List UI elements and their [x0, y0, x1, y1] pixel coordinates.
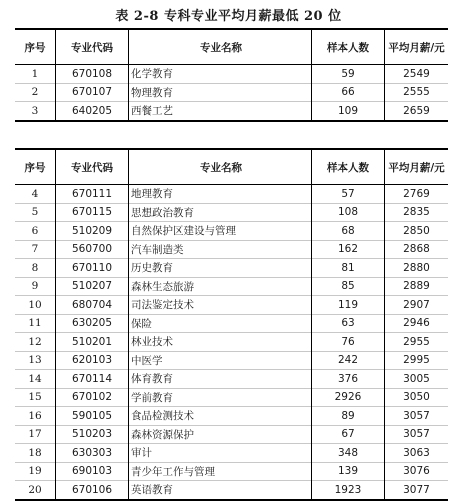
cell-count: 1923: [312, 481, 385, 500]
cell-name: 青少年工作与管理: [129, 462, 312, 481]
table-row: [15, 425, 448, 444]
cell-code: 670114: [56, 370, 129, 389]
cell-count: 139: [312, 462, 385, 481]
salary-table-top3: [15, 28, 448, 122]
cell-salary: 2907: [385, 296, 449, 315]
cell-salary: 2850: [385, 222, 449, 241]
cell-count: 63: [312, 314, 385, 333]
cell-salary: 2835: [385, 203, 449, 222]
table-row: [15, 102, 448, 121]
cell-seq: 19: [15, 462, 56, 481]
cell-name: 西餐工艺: [129, 102, 312, 121]
cell-name: 食品检测技术: [129, 407, 312, 426]
cell-seq: 14: [15, 370, 56, 389]
cell-salary: 2880: [385, 259, 449, 278]
cell-seq: 11: [15, 314, 56, 333]
cell-name: 学前教育: [129, 388, 312, 407]
table-row: [15, 222, 448, 241]
cell-count: 109: [312, 102, 385, 121]
header-salary: 平均月薪/元: [385, 149, 449, 185]
header-count: 样本人数: [312, 29, 385, 65]
cell-seq: 13: [15, 351, 56, 370]
cell-count: 76: [312, 333, 385, 352]
cell-count: 108: [312, 203, 385, 222]
table-row: [15, 388, 448, 407]
cell-code: 690103: [56, 462, 129, 481]
cell-seq: 10: [15, 296, 56, 315]
table-caption: 表 2-8 专科专业平均月薪最低 20 位: [115, 9, 342, 24]
cell-salary: 2549: [385, 65, 449, 84]
cell-seq: 20: [15, 481, 56, 500]
cell-name: 化学教育: [129, 65, 312, 84]
cell-code: 590105: [56, 407, 129, 426]
cell-seq: 9: [15, 277, 56, 296]
cell-count: 67: [312, 425, 385, 444]
cell-seq: 2: [15, 83, 56, 102]
cell-seq: 7: [15, 240, 56, 259]
cell-count: 66: [312, 83, 385, 102]
header-salary: 平均月薪/元: [385, 29, 449, 65]
header-code: 专业代码: [56, 149, 129, 185]
cell-code: 620103: [56, 351, 129, 370]
table-row: [15, 296, 448, 315]
cell-salary: 3063: [385, 444, 449, 463]
cell-name: 汽车制造类: [129, 240, 312, 259]
cell-name: 思想政治教育: [129, 203, 312, 222]
cell-code: 680704: [56, 296, 129, 315]
cell-salary: 3005: [385, 370, 449, 389]
table-row: [15, 444, 448, 463]
cell-code: 670102: [56, 388, 129, 407]
header-name: 专业名称: [129, 29, 312, 65]
cell-code: 670108: [56, 65, 129, 84]
table-row: [15, 259, 448, 278]
table-row: [15, 185, 448, 204]
cell-code: 670110: [56, 259, 129, 278]
table-row: [15, 462, 448, 481]
table-row: [15, 481, 448, 500]
cell-salary: 3057: [385, 407, 449, 426]
cell-salary: 3057: [385, 425, 449, 444]
table-row: [15, 83, 448, 102]
cell-name: 保险: [129, 314, 312, 333]
cell-seq: 3: [15, 102, 56, 121]
cell-count: 59: [312, 65, 385, 84]
cell-seq: 15: [15, 388, 56, 407]
cell-salary: 2889: [385, 277, 449, 296]
cell-salary: 2946: [385, 314, 449, 333]
table-row: [15, 277, 448, 296]
table-row: [15, 351, 448, 370]
header-seq: 序号: [24, 161, 46, 174]
header-seq: 序号: [24, 41, 46, 54]
cell-code: 670107: [56, 83, 129, 102]
cell-seq: 5: [15, 203, 56, 222]
cell-salary: 3076: [385, 462, 449, 481]
cell-code: 560700: [56, 240, 129, 259]
cell-name: 英语教育: [129, 481, 312, 500]
table-row: [15, 314, 448, 333]
cell-salary: 3050: [385, 388, 449, 407]
table-row: [15, 203, 448, 222]
cell-code: 510201: [56, 333, 129, 352]
cell-code: 670115: [56, 203, 129, 222]
cell-count: 68: [312, 222, 385, 241]
cell-code: 510207: [56, 277, 129, 296]
cell-name: 森林资源保护: [129, 425, 312, 444]
cell-seq: 4: [31, 187, 39, 200]
cell-name: 林业技术: [129, 333, 312, 352]
header-count: 样本人数: [312, 149, 385, 185]
cell-code: 670106: [56, 481, 129, 500]
cell-name: 体育教育: [129, 370, 312, 389]
cell-count: 85: [312, 277, 385, 296]
cell-salary: 2868: [385, 240, 449, 259]
cell-seq: 1: [31, 67, 39, 80]
cell-count: 119: [312, 296, 385, 315]
cell-code: 510209: [56, 222, 129, 241]
cell-salary: 2955: [385, 333, 449, 352]
table-row: [15, 333, 448, 352]
cell-count: 162: [312, 240, 385, 259]
cell-seq: 18: [15, 444, 56, 463]
table-row: [15, 407, 448, 426]
cell-count: 348: [312, 444, 385, 463]
table-header-row: [15, 29, 448, 65]
cell-count: 376: [312, 370, 385, 389]
cell-salary: 2995: [385, 351, 449, 370]
cell-code: 640205: [56, 102, 129, 121]
cell-count: 89: [312, 407, 385, 426]
cell-seq: 8: [15, 259, 56, 278]
cell-code: 510203: [56, 425, 129, 444]
cell-count: 242: [312, 351, 385, 370]
table-row: [15, 65, 448, 84]
cell-count: 81: [312, 259, 385, 278]
cell-name: 自然保护区建设与管理: [129, 222, 312, 241]
cell-name: 地理教育: [129, 185, 312, 204]
cell-salary: 2555: [385, 83, 449, 102]
cell-salary: 3077: [385, 481, 449, 500]
table-header-row: [15, 149, 448, 185]
cell-seq: 12: [15, 333, 56, 352]
cell-name: 中医学: [129, 351, 312, 370]
header-code: 专业代码: [56, 29, 129, 65]
header-name: 专业名称: [129, 149, 312, 185]
cell-name: 森林生态旅游: [129, 277, 312, 296]
cell-seq: 16: [15, 407, 56, 426]
cell-name: 审计: [129, 444, 312, 463]
cell-name: 司法鉴定技术: [129, 296, 312, 315]
cell-seq: 17: [15, 425, 56, 444]
salary-table-rest: [15, 148, 448, 501]
cell-name: 物理教育: [129, 83, 312, 102]
table-row: [15, 370, 448, 389]
cell-count: 2926: [312, 388, 385, 407]
cell-salary: 2769: [385, 185, 449, 204]
cell-salary: 2659: [385, 102, 449, 121]
cell-seq: 6: [15, 222, 56, 241]
table-row: [15, 240, 448, 259]
cell-count: 57: [312, 185, 385, 204]
cell-code: 630303: [56, 444, 129, 463]
cell-code: 630205: [56, 314, 129, 333]
cell-name: 历史教育: [129, 259, 312, 278]
cell-code: 670111: [56, 185, 129, 204]
